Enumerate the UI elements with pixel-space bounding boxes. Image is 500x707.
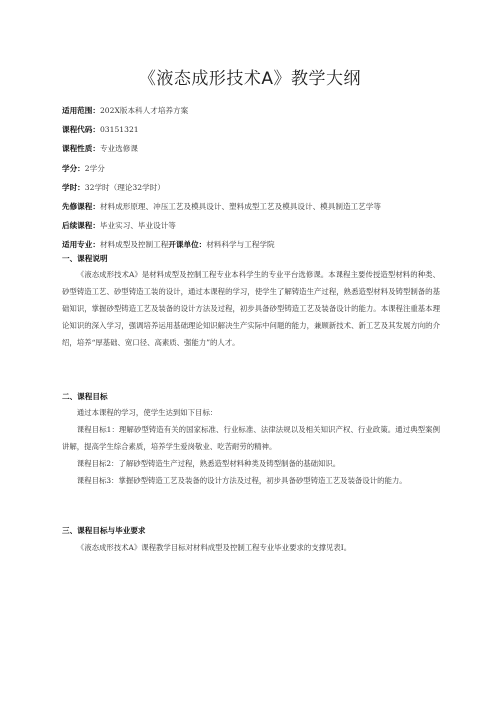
section-description-text: [62, 266, 440, 351]
objective-1: 课程目标1：理解砂型铸造有关的国家标准、行业标准、法律法规以及相关知识产权、行业政策。通过典型案例讲解，提高学生综合素质，培养学生爱岗敬业、吃苦耐劳的精神。: [62, 425, 440, 451]
meta-credit-value: 2学分: [84, 163, 105, 173]
meta-scope-value: 202X版本科人才培养方案: [99, 106, 189, 115]
meta-prereq: [62, 197, 442, 216]
document-title: 《液态成形技术A》教学大纲: [138, 69, 362, 89]
section-title-objectives: 二、课程目标: [62, 392, 108, 401]
section-requirements-text: [62, 539, 440, 556]
meta-credit-label: 学分：: [62, 163, 85, 173]
section-title-requirements: 三、课程目标与毕业要求: [62, 526, 146, 535]
meta-scope: [62, 101, 442, 120]
meta-follow: [62, 216, 442, 235]
objective-2: 课程目标2：了解砂型铸造生产过程，熟悉造型材料种类及铸型制备的基础知识。: [76, 459, 341, 468]
requirements-paragraph: 《液态成形技术A》课程教学目标对材料成型及控制工程专业毕业要求的支撑见表I。: [76, 543, 352, 552]
meta-code-label: 课程代码：: [62, 125, 100, 135]
objective-3: 课程目标3：掌握砂型铸造工艺及装备的设计方法及过程，初步具备砂型铸造工艺及装备设计的能力。: [76, 476, 407, 485]
meta-major: [62, 235, 442, 254]
meta-nature: [62, 139, 442, 158]
course-meta: [62, 101, 442, 255]
meta-prereq-label: 先修课程：: [62, 201, 100, 211]
meta-nature-label: 课程性质：: [62, 144, 100, 154]
section-title-description: 一、课程说明: [62, 254, 108, 263]
objectives-intro: 通过本课程的学习，使学生达到如下目标：: [76, 408, 218, 417]
meta-unit-value: 材料科学与工程学院: [206, 240, 275, 250]
section-objectives-text: [62, 404, 440, 489]
meta-hours-value: 32学时（理论32学时）: [84, 182, 165, 192]
meta-major-value: 材料成型及控制工程: [99, 240, 169, 250]
meta-nature-value: 专业选修课: [99, 144, 138, 154]
meta-hours: [62, 178, 442, 197]
meta-follow-value: 毕业实习、毕业设计等: [99, 221, 176, 231]
meta-follow-label: 后续课程：: [62, 221, 100, 231]
meta-code: [62, 120, 442, 139]
meta-major-label: 适用专业：: [62, 240, 100, 250]
meta-unit-label: 开课单位：: [168, 240, 207, 250]
meta-hours-label: 学时：: [62, 182, 85, 192]
meta-scope-label: 适用范围：: [62, 106, 100, 115]
meta-prereq-value: 材料成形原理、冲压工艺及模具设计、塑料成型工艺及模具设计、模具制造工艺学等: [99, 201, 381, 211]
meta-credit: [62, 159, 442, 178]
meta-code-value: 03151321: [99, 125, 139, 135]
description-paragraph: 《液态成形技术A》是材料成型及控制工程专业本科学生的专业平台选修课。本课程主要传授造型材料的种类、砂型铸造工艺、砂型铸造工装的设计，通过本课程的学习，使学生了解铸造生产过程，熟悉造型材料及铸型制备的基础知识，掌握砂型铸造工艺及装备的设计方法及过程，初步具备砂型铸造工艺及装备设计的能力。本课程注重基本理论知识的深入学习，强调培养运用基础理论知识解决生产实际中问题的能力，兼顾新技术、新工艺及其发展方向的介绍，培养“厚基础、宽口径、高素质、强能力”的人才。: [62, 270, 440, 347]
